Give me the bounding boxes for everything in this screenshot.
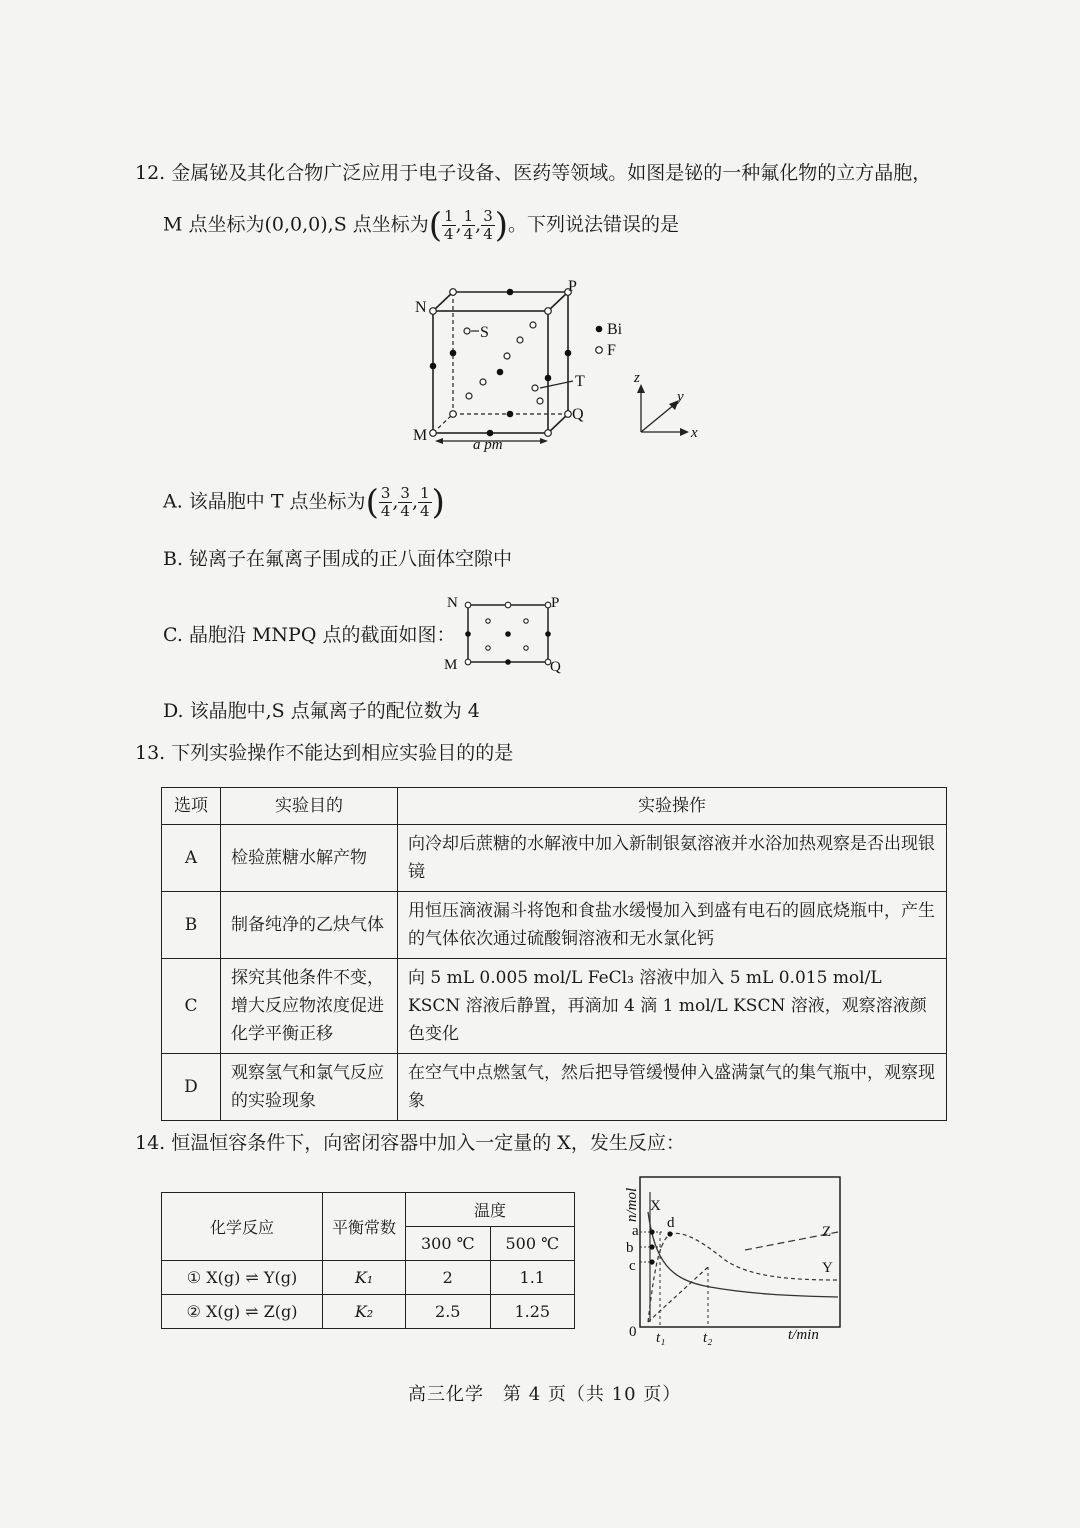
s-x-frac: $\frac{1}{4}$ — [444, 207, 454, 243]
table-row: B 制备纯净的乙炔气体 用恒压滴液漏斗将饱和食盐水缓慢加入到盛有电石的圆底烧瓶中，产生的气体依次通过硫酸铜溶液和无水氯化钙 — [162, 892, 947, 959]
table-row: C 探究其他条件不变，增大反应物浓度促进化学平衡正移 向 5 mL 0.005 mol/L FeCl₃ 溶液中加入 5 mL 0.015 mol/L KSCN 溶液后静置，再滴加 4 滴 1 mol/L KSCN 溶液，观察溶液颜色变化 — [162, 959, 947, 1054]
q12-option-c: C. 晶胞沿 MNPQ 点的截面如图： — [163, 624, 456, 646]
s-y-frac: $\frac{1}{4}$ — [463, 207, 474, 243]
axis-z: z — [634, 370, 640, 386]
table-row: ② X(g) ⇌ Z(g) K₂ 2.5 1.25 — [162, 1295, 575, 1329]
axis-x: x — [691, 425, 698, 441]
svg-text:Y: Y — [822, 1260, 833, 1276]
svg-text:d: d — [667, 1215, 675, 1231]
page-footer: 高三化学 第 4 页（共 10 页） — [408, 1384, 682, 1405]
svg-text:t₁: t₁ — [656, 1330, 666, 1346]
q13-title: 13. 下列实验操作不能达到相应实验目的的是 — [135, 742, 514, 764]
q14-table: 化学反应 平衡常数 温度 300 ℃ 500 ℃ ① X(g) ⇌ Y(g) K₁ 2 1.1 ② X(g) ⇌ Z(g) K₂ 2.5 1.25 — [161, 1192, 575, 1329]
table-row: ① X(g) ⇌ Y(g) K₁ 2 1.1 — [162, 1261, 575, 1295]
table-row: A 检验蔗糖水解产物 向冷却后蔗糖的水解液中加入新制银氨溶液并水浴加热观察是否出现银镜 — [162, 825, 947, 892]
crystal-cell-figure — [405, 278, 705, 458]
section-figure — [440, 592, 570, 676]
table-row: D 观察氢气和氯气反应的实验现象 在空气中点燃氢气，然后把导管缓慢伸入盛满氯气的集气瓶中，观察现象 — [162, 1054, 947, 1121]
label-Q: Q — [572, 406, 584, 423]
label-S: S — [480, 324, 489, 341]
svg-text:N: N — [447, 595, 458, 611]
label-P: P — [568, 278, 577, 295]
svg-text:Z: Z — [822, 1224, 832, 1240]
svg-text:t₂: t₂ — [703, 1330, 713, 1346]
svg-text:0: 0 — [629, 1324, 637, 1340]
q12-option-a: A. 该晶胞中 T 点坐标为( $\frac{3}{4}$ , $\frac{3}{4}$ , $\frac{1}{4}$ ) — [163, 482, 445, 523]
graph-xlabel: t/min — [788, 1327, 819, 1343]
label-edge: a pm — [473, 437, 503, 453]
svg-text:M: M — [444, 657, 458, 673]
axis-y: y — [677, 389, 684, 405]
svg-text:P: P — [551, 595, 560, 611]
label-M: M — [413, 427, 428, 444]
graph-ylabel: n/mol — [624, 1187, 640, 1222]
q12-option-b: B. 铋离子在氟离子围成的正八面体空隙中 — [163, 548, 513, 570]
q12-line2: M 点坐标为(0,0,0),S 点坐标为( $\frac{1}{4}$ , $\frac{1}{4}$ , $\frac{3}{4}$ )。下列说法错误的是 — [163, 205, 680, 246]
q12-line1: 12. 金属铋及其化合物广泛应用于电子设备、医药等领域。如图是铋的一种氟化物的立方晶胞， — [135, 162, 932, 184]
q14-graph — [610, 1172, 850, 1347]
svg-text:a: a — [632, 1223, 639, 1239]
svg-text:c: c — [629, 1258, 636, 1274]
svg-text:X: X — [650, 1198, 661, 1214]
svg-text:Q: Q — [550, 659, 561, 675]
legend-f: F — [607, 342, 616, 359]
q12-option-d: D. 该晶胞中,S 点氟离子的配位数为 4 — [163, 700, 480, 722]
label-T: T — [575, 373, 585, 390]
label-N: N — [415, 299, 427, 316]
s-z-frac: $\frac{3}{4}$ — [483, 207, 493, 243]
q14-title: 14. 恒温恒容条件下，向密闭容器中加入一定量的 X，发生反应： — [135, 1132, 685, 1154]
legend-bi: Bi — [607, 321, 623, 338]
q13-table: 选项 实验目的 实验操作 A 检验蔗糖水解产物 向冷却后蔗糖的水解液中加入新制银氨溶液并水浴加热观察是否出现银镜 B 制备纯净的乙炔气体 用恒压滴液漏斗将饱和食盐水缓慢加入到盛有电石的圆底烧瓶中，产生的气体依次通过硫酸铜溶液和无水氯化钙 C 探究其他条件不变，增大反应物浓度促进化学平衡正移 向 5 mL 0.005 mol/L FeCl₃ 溶液中加入 5 mL 0.015 mol/L KSCN 溶液后静置，再滴加 4 滴 1 mol/L KSCN 溶液，观察溶液颜色变化 D 观察氢气和氯气反应的实验现象 在空气中点燃氢气，然后把导管缓慢伸入盛满氯气的集气瓶中，观察现象 — [161, 787, 947, 1121]
svg-text:b: b — [626, 1240, 634, 1256]
